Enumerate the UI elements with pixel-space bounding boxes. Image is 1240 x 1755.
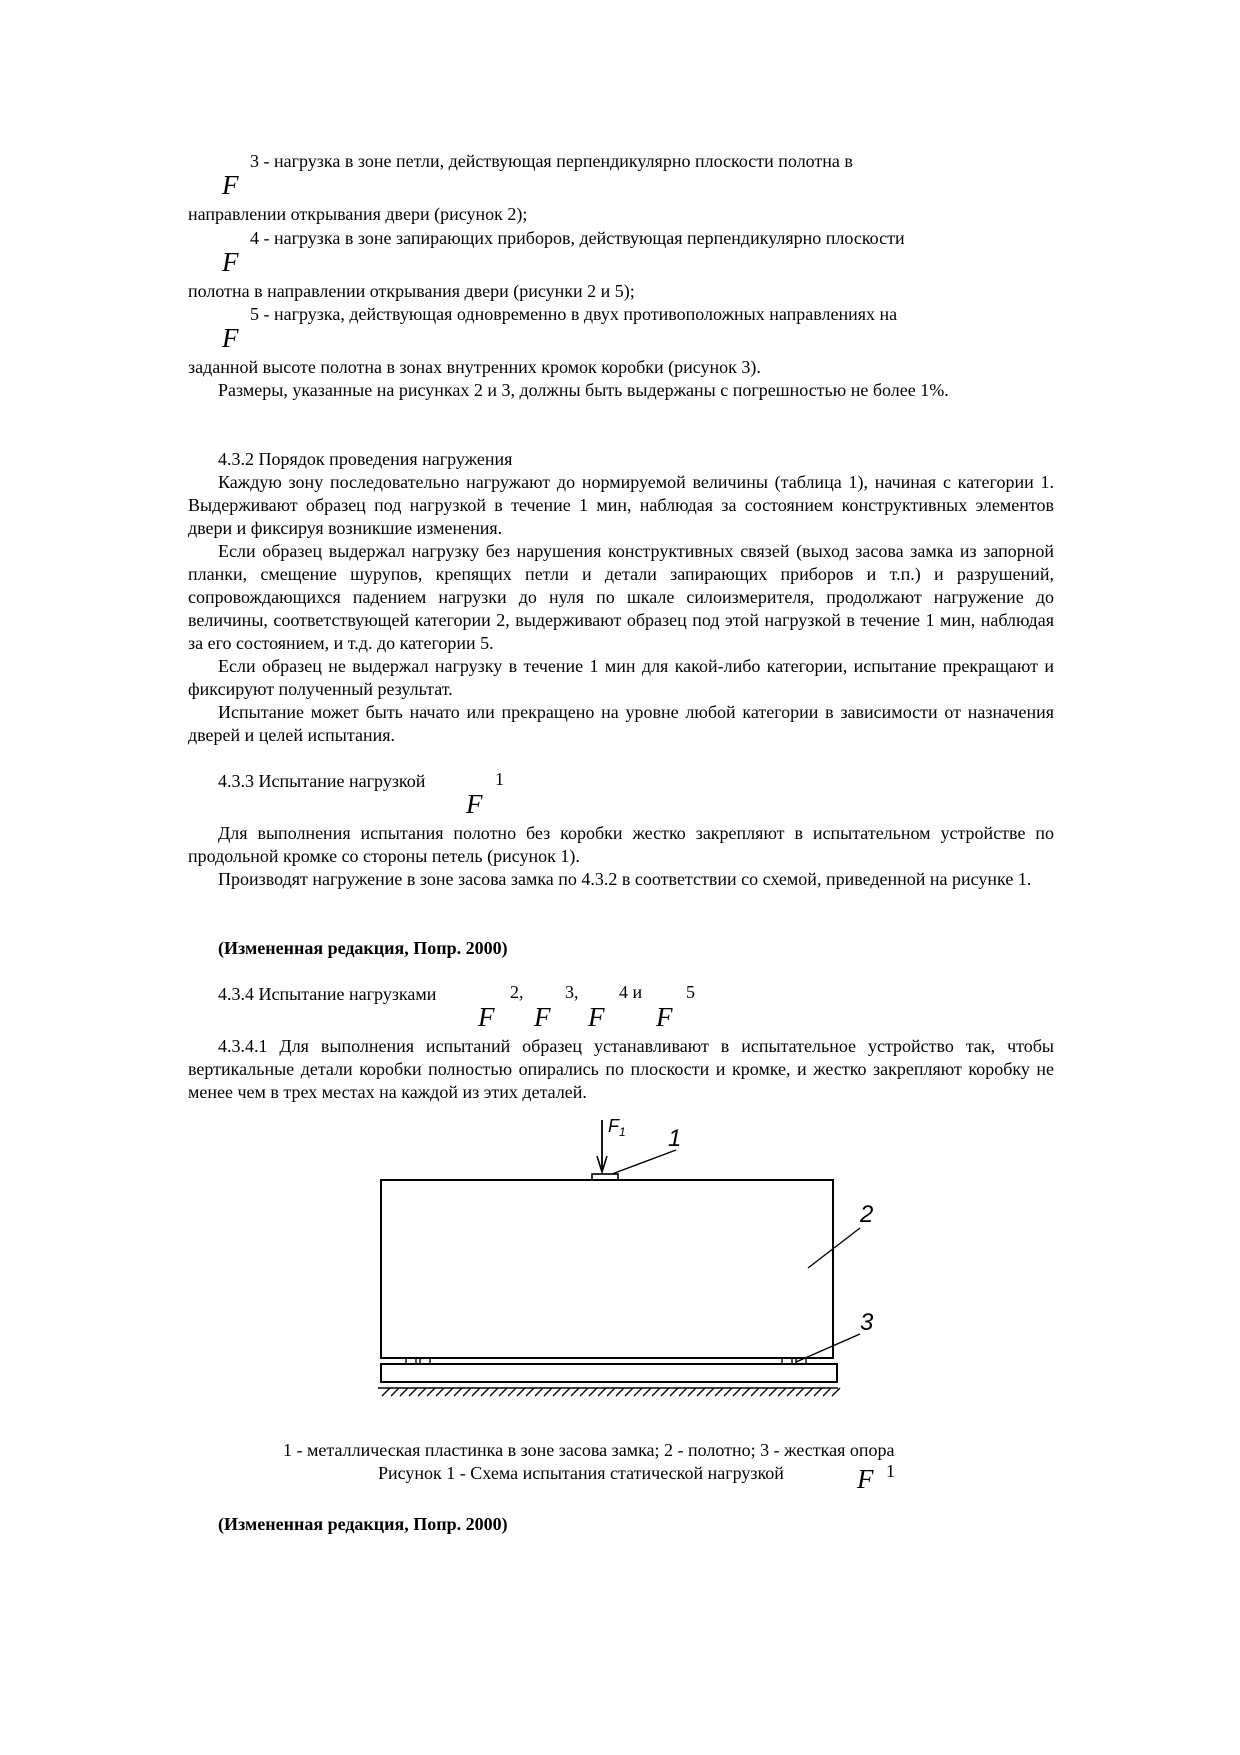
hatch-line [517,1388,525,1396]
f-symbol: F [478,1002,495,1032]
f-symbol: F [222,170,239,200]
hatch-line [589,1388,597,1396]
paragraph-f5-rest: заданной высоте полотна в зонах внутренних кромок коробки (рисунок 3). [188,357,761,377]
figure-1-test-scheme [376,1112,896,1412]
paragraph-start-stop: Испытание может быть начато или прекращено на уровне любой категории в зависимости от назначения дверей и целей испытания. [188,702,1054,745]
hatch-line [634,1388,642,1396]
hatch-line [679,1388,687,1396]
heading-4-3-4-sub-5: 5 [686,982,695,1002]
hatch-line [535,1388,543,1396]
hatch-line [733,1388,741,1396]
hatch-line [445,1388,453,1396]
hatch-line [742,1388,750,1396]
hatch-line [598,1388,606,1396]
paragraph-f4: 4 - нагрузка в зоне запирающих приборов, действующая перпендикулярно плоскости [250,228,905,248]
hatch-line [454,1388,462,1396]
hatch-line [724,1388,732,1396]
hatch-line [652,1388,660,1396]
paragraph-4-3-4-1: 4.3.4.1 Для выполнения испытаний образец устанавливают в испытательное устройство так, чтобы вертикальные детали коробки полностью опирались по плоскости и кромке, и жестко закрепляют коробку не менее чем в трех местах на каждой из этих деталей. [188,1036,1054,1102]
hatch-line [697,1388,705,1396]
hatch-line [481,1388,489,1396]
rigid-support [381,1364,837,1382]
hatch-line [607,1388,615,1396]
hatch-line [427,1388,435,1396]
heading-4-3-4-sub-3: 3, [565,982,579,1002]
hatch-line [382,1388,390,1396]
hatch-line [769,1388,777,1396]
hatch-line [472,1388,480,1396]
f-symbol: F [588,1002,605,1032]
f-symbol: F [534,1002,551,1032]
figure-caption-subscript: 1 [886,1461,895,1481]
paragraph-fixing: Для выполнения испытания полотно без коробки жестко закрепляют в испытательном устройстве по продольной кромке со стороны петель (рисунок 1). [188,823,1054,866]
hatch-line [553,1388,561,1396]
hatch-line [787,1388,795,1396]
f-symbol: F [222,323,239,353]
hatch-line [715,1388,723,1396]
hatch-line [643,1388,651,1396]
paragraph-f3-rest: направлении открывания двери (рисунок 2); [188,204,528,224]
hatch-line [571,1388,579,1396]
heading-4-3-4: 4.3.4 Испытание нагрузками [218,984,437,1004]
hatch-line [760,1388,768,1396]
force-label: F [608,1116,619,1136]
paragraph-f4-rest: полотна в направлении открывания двери (рисунки 2 и 5); [188,281,635,301]
leader-line-1 [612,1150,676,1174]
hatch-line [706,1388,714,1396]
hatch-line [391,1388,399,1396]
callout-label-1: 1 [668,1125,682,1152]
figure-legend: 1 - металлическая пластинка в зоне засова замка; 2 - полотно; 3 - жесткая опора [283,1440,895,1460]
hatch-line [418,1388,426,1396]
paragraph-loading-order: Каждую зону последовательно нагружают до нормируемой величины (таблица 1), начиная с категории 1. Выдерживают образец под нагрузкой в течение 1 мин, наблюдая за состоянием конструктивных элементов двери и фиксируя возникшие изменения. [188,472,1054,538]
hatch-line [688,1388,696,1396]
hatch-line [436,1388,444,1396]
f-symbol: F [857,1464,874,1494]
amendment-note: (Измененная редакция, Попр. 2000) [218,938,508,958]
force-label-subscript: 1 [619,1125,626,1139]
paragraph-if-failed: Если образец не выдержал нагрузку в течение 1 мин для какой-либо категории, испытание прекращают и фиксируют полученный результат. [188,656,1054,699]
hatch-line [814,1388,822,1396]
paragraph-if-passed: Если образец выдержал нагрузку без нарушения конструктивных связей (выход засова замка из запорной планки, смещение шурупов, крепящих петли и детали запирающих приборов и т.п.) и разрушений, сопровождающихся падением нагрузки до нуля по шкале силоизмерителя, продолжают нагружение до величины, соответствующей категории 2, выдерживают образец под этой нагрузкой в течение 1 мин, наблюдая за его состоянием, и т.д. до категории 5. [188,541,1054,653]
hatch-line [805,1388,813,1396]
hatch-line [751,1388,759,1396]
hatch-line [400,1388,408,1396]
paragraph-dimensions: Размеры, указанные на рисунках 2 и 3, должны быть выдержаны с погрешностью не более 1%. [218,380,949,400]
hatch-line [544,1388,552,1396]
figure-caption: Рисунок 1 - Схема испытания статической нагрузкой [378,1463,784,1483]
hatch-line [499,1388,507,1396]
hatch-line [508,1388,516,1396]
hatch-line [409,1388,417,1396]
paragraph-f5: 5 - нагрузка, действующая одновременно в двух противоположных направлениях на [250,304,898,324]
hatch-line [562,1388,570,1396]
hatch-line [526,1388,534,1396]
hatch-line [490,1388,498,1396]
callout-label-3: 3 [860,1309,874,1336]
f-symbol: F [466,789,483,819]
heading-4-3-2: 4.3.2 Порядок проведения нагружения [218,449,513,469]
paragraph-f3: 3 - нагрузка в зоне петли, действующая перпендикулярно плоскости полотна в [250,151,853,171]
f-symbol: F [656,1002,673,1032]
callout-label-2: 2 [860,1201,874,1228]
hatch-line [832,1388,840,1396]
heading-4-3-3-subscript: 1 [495,769,504,789]
heading-4-3-4-sub-2: 2, [510,982,524,1002]
ground-hatching [382,1388,840,1396]
hatch-line [778,1388,786,1396]
hatch-line [580,1388,588,1396]
hatch-line [670,1388,678,1396]
heading-4-3-3: 4.3.3 Испытание нагрузкой [218,771,426,791]
door-leaf [381,1180,833,1358]
paragraph-loading-scheme: Производят нагружение в зоне засова замка по 4.3.2 в соответствии со схемой, приведенной на рисунке 1. [218,869,1032,889]
f-symbol: F [222,247,239,277]
hatch-line [661,1388,669,1396]
heading-4-3-4-sub-4: 4 и [619,982,643,1002]
hatch-line [616,1388,624,1396]
hatch-line [796,1388,804,1396]
hatch-line [823,1388,831,1396]
amendment-note: (Измененная редакция, Попр. 2000) [218,1514,508,1534]
hatch-line [463,1388,471,1396]
hatch-line [625,1388,633,1396]
